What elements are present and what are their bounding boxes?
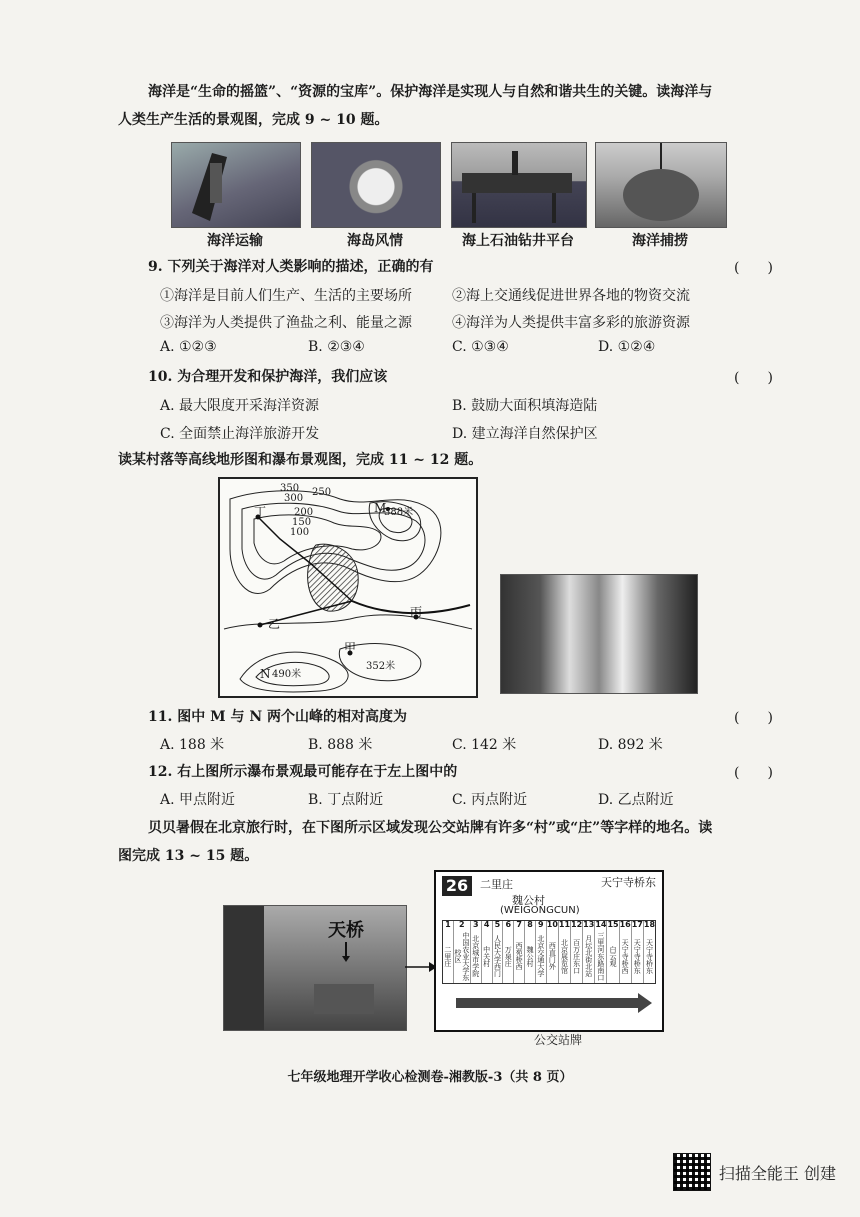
q12-option-d[interactable]: D. 乙点附近 — [598, 792, 674, 808]
bus-stop-item — [503, 921, 514, 983]
bus-route-start: 二里庄 — [480, 878, 513, 891]
q12-option-b[interactable]: B. 丁点附近 — [308, 792, 384, 808]
q11-option-d[interactable]: D. 892 米 — [598, 737, 663, 753]
bus-stop-number: 5 — [494, 920, 501, 929]
q11-answer-paren[interactable]: ( ) — [734, 710, 773, 726]
point-jia: 甲 — [344, 641, 357, 655]
bus-stop-name: 天宁寺桥西 — [621, 938, 630, 974]
q9-statement-1: ①海洋是目前人们生产、生活的主要场所 — [160, 288, 412, 304]
contour-label-200: 200 — [294, 507, 314, 518]
bus-stop-name: 天宁寺桥东 — [645, 938, 654, 974]
q12-stem: 12. 右上图所示瀑布景观最可能存在于左上图中的 — [148, 764, 458, 780]
intro-13-15-line1: 贝贝暑假在北京旅行时，在下图所示区域发现公交站牌有许多“村”或“庄”等字样的地名。读 — [148, 820, 713, 836]
bus-stop-number: 2 — [459, 920, 465, 929]
scanner-watermark-text: 扫描全能王 创建 — [718, 1163, 836, 1183]
contour-map — [218, 477, 478, 698]
bus-stop-name: 中关村 — [482, 945, 491, 967]
q10-option-c[interactable]: C. 全面禁止海洋旅游开发 — [160, 426, 320, 442]
peak-n-label: N — [260, 667, 271, 681]
q10-answer-paren[interactable]: ( ) — [734, 370, 773, 386]
caption-island: 海岛风情 — [347, 233, 403, 249]
bus-stop-name: 月坛北街北站 — [584, 935, 593, 977]
bus-stop-item — [595, 921, 607, 983]
contour-label-300: 300 — [284, 493, 304, 504]
bus-stop-item — [607, 921, 619, 983]
photo-ocean-fishing — [595, 142, 727, 228]
q9-answer-paren[interactable]: ( ) — [734, 260, 773, 276]
bus-stop-name: 西直门外 — [548, 942, 557, 970]
bus-stop-name: 天宁寺桥东 — [633, 938, 642, 974]
bus-current-stop: 魏公村 — [512, 894, 545, 907]
bus-stop-item — [571, 921, 583, 983]
bus-current-stop-pinyin: (WEIGONGCUN) — [500, 905, 580, 916]
bus-stop-number: 13 — [583, 920, 595, 929]
intro-9-10-line2: 人类生产生活的景观图，完成 9 ~ 10 题。 — [118, 112, 389, 128]
bus-stop-number: 17 — [631, 920, 643, 929]
q10-stem: 10. 为合理开发和保护海洋，我们应该 — [148, 369, 388, 385]
q9-statement-4: ④海洋为人类提供丰富多彩的旅游资源 — [452, 315, 690, 331]
bus-stop-number: 12 — [571, 920, 583, 929]
bus-route-number: 26 — [442, 876, 472, 896]
direction-arrow-bar — [456, 998, 640, 1008]
intro-9-10-line1: 海洋是“生命的摇篮”、“资源的宝库”。保护海洋是实现人与自然和谐共生的关键。读海洋与 — [148, 84, 713, 100]
bus-stop-item — [482, 921, 493, 983]
q11-stem: 11. 图中 M 与 N 两个山峰的相对高度为 — [148, 709, 408, 725]
bus-stop-item — [644, 921, 655, 983]
bus-stop-item — [525, 921, 536, 983]
point-bing: 丙 — [410, 605, 423, 619]
bus-stop-item — [620, 921, 632, 983]
peak-n-height: 490米 — [272, 669, 302, 680]
bus-stop-item — [536, 921, 547, 983]
bus-stop-item — [471, 921, 482, 983]
street-sign-tianqiao: 天桥 — [328, 920, 364, 941]
contour-label-100: 100 — [290, 527, 310, 538]
bus-stop-item — [454, 921, 471, 983]
platform-image — [452, 143, 586, 227]
photo-to-sign-arrow — [405, 960, 437, 974]
caption-shipping: 海洋运输 — [207, 233, 263, 249]
q9-option-d[interactable]: D. ①②④ — [598, 339, 656, 355]
photo-island-scenery — [311, 142, 441, 228]
intro-11-12: 读某村落等高线地形图和瀑布景观图，完成 11 ~ 12 题。 — [118, 452, 483, 468]
bus-stop-name: 北京交通大学 — [536, 935, 545, 977]
bus-stop-number: 4 — [483, 920, 490, 929]
direction-arrow-head — [638, 993, 652, 1013]
bus-stop-name: 白云观 — [609, 945, 618, 967]
bus-stop-number: 10 — [546, 920, 558, 929]
photo-oil-platform — [451, 142, 587, 228]
point-yi: 乙 — [268, 617, 281, 631]
bus-stop-item — [514, 921, 525, 983]
q9-option-c[interactable]: C. ①③④ — [452, 339, 509, 355]
bus-stop-item — [632, 921, 644, 983]
q11-option-c[interactable]: C. 142 米 — [452, 737, 517, 753]
bus-stop-name: 魏公村 — [525, 945, 534, 967]
bus-stop-name: 三里河东路南口 — [596, 931, 605, 981]
page-footer: 七年级地理开学收心检测卷-湘教版-3（共 8 页） — [287, 1070, 573, 1085]
q11-option-a[interactable]: A. 188 米 — [160, 737, 225, 753]
q10-option-d[interactable]: D. 建立海洋自然保护区 — [452, 426, 598, 442]
bus-stop-name: 人民大学西门 — [493, 935, 502, 977]
bus-stop-name: 西苑桥西 — [515, 942, 524, 970]
bus-stop-number: 14 — [595, 920, 607, 929]
q12-option-c[interactable]: C. 丙点附近 — [452, 792, 528, 808]
peak-m-height: 388米 — [384, 507, 414, 518]
q9-statement-3: ③海洋为人类提供了渔盐之利、能量之源 — [160, 315, 412, 331]
scanner-watermark — [673, 1153, 836, 1191]
bus-stop-number: 11 — [558, 920, 571, 929]
bus-stop-number: 1 — [445, 920, 451, 929]
bus-route-end: 天宁寺桥东 — [601, 876, 656, 889]
q10-option-a[interactable]: A. 最大限度开采海洋资源 — [160, 398, 320, 414]
bus-stop-item — [559, 921, 571, 983]
photo-ocean-shipping — [171, 142, 301, 228]
intro-13-15-line2: 图完成 13 ~ 15 题。 — [118, 848, 259, 864]
bus-stop-number: 7 — [516, 920, 522, 929]
bus-stop-number: 6 — [505, 920, 512, 929]
bus-stop-name: 北京城市学院 — [471, 935, 480, 977]
waterfall-photo — [500, 574, 698, 694]
bus-stop-name: 北京展览馆 — [560, 938, 569, 974]
q12-answer-paren[interactable]: ( ) — [734, 765, 773, 781]
bus-stop-name: 百万庄东口 — [572, 938, 581, 974]
bus-stop-item — [493, 921, 504, 983]
q9-statement-2: ②海上交通线促进世界各地的物资交流 — [452, 288, 690, 304]
q11-option-b[interactable]: B. 888 米 — [308, 737, 373, 753]
peak-m-label: M — [374, 501, 387, 515]
point-ding: 丁 — [254, 505, 267, 519]
caption-fishing: 海洋捕捞 — [632, 233, 688, 249]
contour-label-250: 250 — [312, 487, 332, 498]
bus-stop-number: 8 — [527, 920, 533, 929]
bus-stop-name: 中国农业大学东校区 — [453, 931, 470, 981]
q12-option-a[interactable]: A. 甲点附近 — [160, 792, 236, 808]
bus-sign-caption: 公交站牌 — [534, 1033, 583, 1047]
bus-stop-list — [442, 920, 656, 984]
bus-stop-number: 9 — [538, 920, 544, 929]
bus-stop-number: 16 — [619, 920, 631, 929]
bus-stop-number: 3 — [472, 920, 479, 929]
q9-option-b[interactable]: B. ②③④ — [308, 339, 365, 355]
qr-code-icon — [673, 1153, 711, 1191]
caption-oil-platform: 海上石油钻井平台 — [462, 233, 574, 249]
contour-label-350: 350 — [280, 483, 300, 494]
bus-stop-item — [547, 921, 559, 983]
q9-option-a[interactable]: A. ①②③ — [160, 339, 217, 355]
spot-height-352: 352米 — [366, 661, 396, 672]
bus-stop-sign — [434, 870, 664, 1032]
bus-stop-name: 二里庄 — [443, 945, 452, 967]
bus-stop-name: 万泉庄 — [504, 945, 513, 967]
bus-stop-item — [443, 921, 454, 983]
bus-stop-item — [583, 921, 595, 983]
fishing-net-image — [596, 143, 726, 227]
street-scene-image — [224, 906, 406, 1030]
bus-stop-number: 18 — [643, 920, 656, 929]
contour-label-150: 150 — [292, 517, 312, 528]
bus-stop-number: 15 — [607, 920, 619, 929]
ship-image — [172, 143, 300, 227]
q9-stem: 9. 下列关于海洋对人类影响的描述，正确的有 — [148, 259, 434, 275]
q10-option-b[interactable]: B. 鼓励大面积填海造陆 — [452, 398, 598, 414]
street-photo — [223, 905, 407, 1031]
